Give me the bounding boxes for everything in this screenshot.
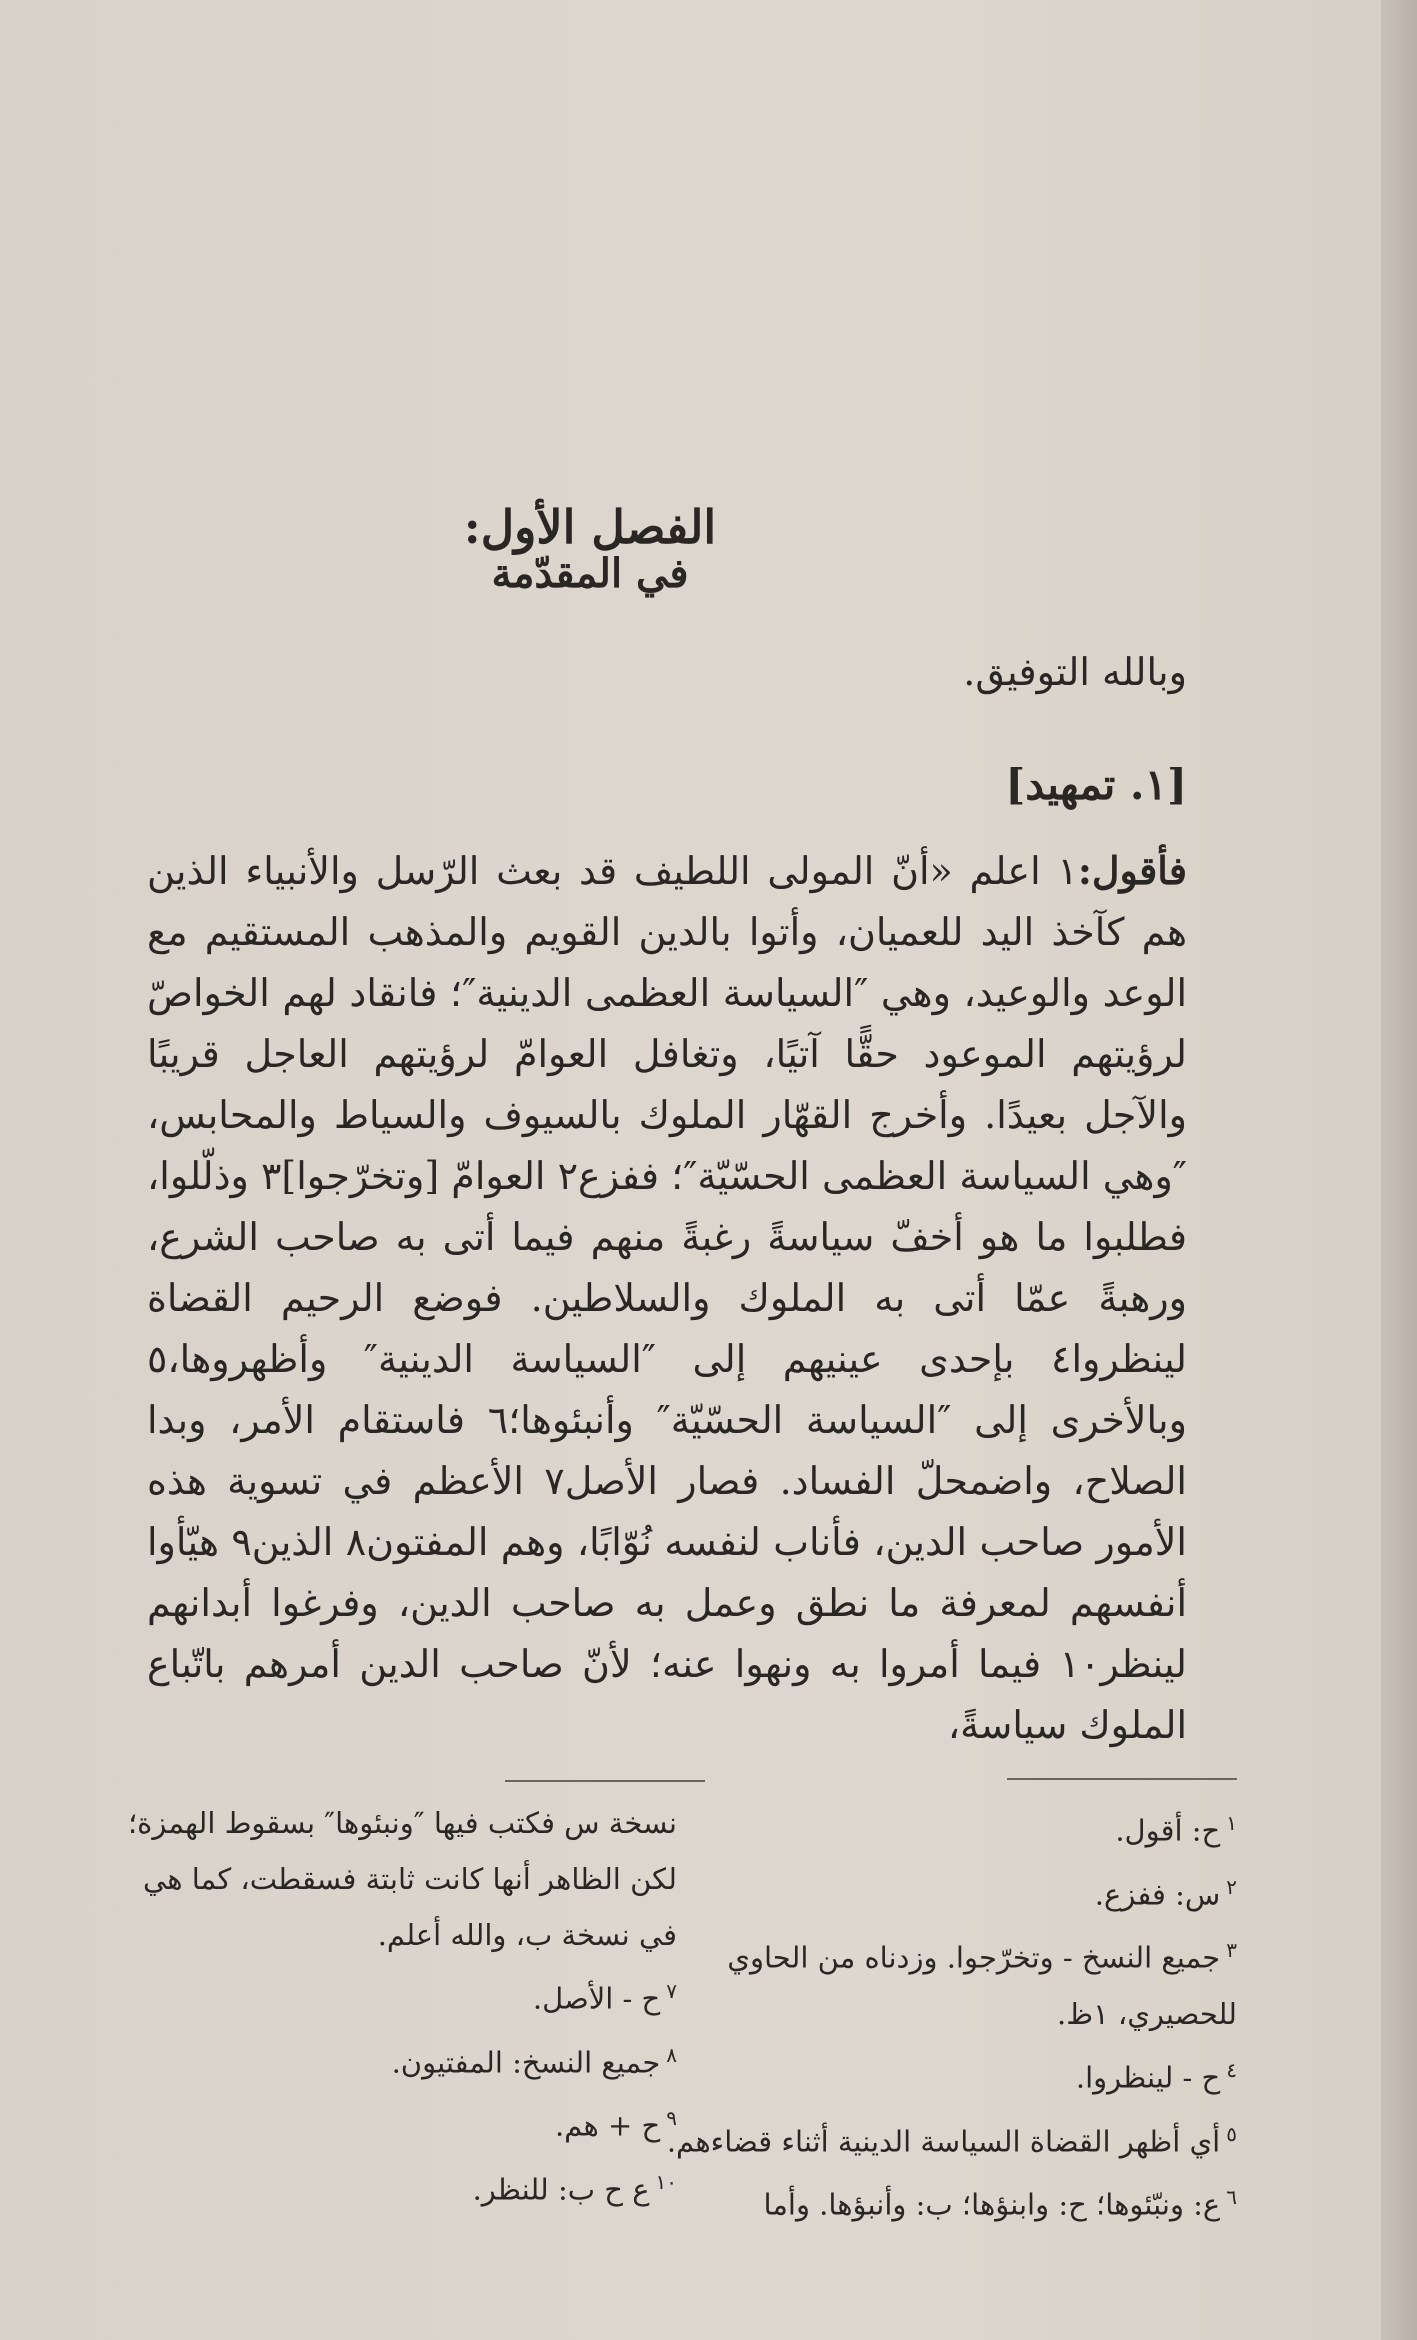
- footnote-divider-left: [505, 1780, 705, 1782]
- footnote: $^٤$ح - لينظروا.: [1075, 2057, 1237, 2095]
- footnote: $^٢$س: ففزع.: [1094, 1874, 1237, 1912]
- footnote-continuation: لكن الظاهر أنها كانت ثابتة فسقطت، كما هي: [143, 1862, 677, 1896]
- chapter-title: الفصل الأول:: [463, 500, 717, 554]
- footnote: $^١$ح: أقول.: [1115, 1811, 1237, 1848]
- footnote: $^{١٠}$ع ح ب: للنظر.: [472, 2169, 677, 2207]
- page-edge: [1381, 0, 1417, 2340]
- body-paragraph: [147, 840, 1187, 1756]
- chapter-subtitle: في المقدّمة: [491, 550, 689, 597]
- footnotes-right-column: [666, 1795, 1237, 2233]
- footnote-divider-right: [1007, 1778, 1237, 1780]
- paragraph-lead: فأقول:: [1077, 848, 1187, 893]
- footnote: $^٩$ح + هم.: [554, 2106, 677, 2143]
- footnote-continuation: نسخة س فكتب فيها ″ونبئوها″ بسقوط الهمزة؛: [127, 1806, 677, 1840]
- footnote: $^٨$جميع النسخ: المفتيون.: [391, 2042, 677, 2080]
- footnote: $^٦$ع: ونبّئوها؛ ح: وابنؤها؛ ب: وأنبؤها. وأما: [763, 2185, 1237, 2222]
- footnote-continuation: في نسخة ب، والله أعلم.: [377, 1918, 677, 1952]
- footnote: $^٧$ح - الأصل.: [532, 1979, 677, 2016]
- section-heading: [١. تمهيد]: [1005, 760, 1187, 809]
- footnotes-left-column: [127, 1795, 677, 2218]
- footnote: $^٣$جميع النسخ - وتخرّجوا. وزدناه من الحاوي: [727, 1938, 1237, 1975]
- paragraph-text: ١ اعلم «أنّ المولى اللطيف قد بعث الرّسل والأنبياء الذين هم كآخذ اليد للعميان، وأتوا بالدين القويم والمذهب المستقيم مع الوعد والوعيد، وهي ″السياسة العظمى الدينية″؛ فانقاد لهم الخواصّ لرؤيتهم الموعود حقًّا آتيًا، وتغافل العوامّ لرؤيتهم العاجل قريبًا والآجل بعيدًا. وأخرج القهّار الملوك بالسيوف والسياط والمحابس، ″وهي السياسة العظمى الحسّيّة″؛ ففزع٢ العوامّ [وتخرّجوا]٣ وذلّلوا، فطلبوا ما هو أخفّ سياسةً رغبةً منهم فيما أتى به صاحب الشرع، ورهبةً عمّا أتى به الملوك والسلاطين. فوضع الرحيم القضاة لينظروا٤ بإحدى عينيهم إلى ″السياسة الدينية″ وأظهروها،٥ وبالأخرى إلى ″السياسة الحسّيّة″ وأنبئوها؛٦ فاستقام الأمر، وبدا الصلاح، واضمحلّ الفساد. فصار الأصل٧ الأعظم في تسوية هذه الأمور صاحب الدين، فأناب لنفسه نُوّابًا، وهم المفتون٨ الذين٩ هيّأوا أنفسهم لمعرفة ما نطق وعمل به صاحب الدين، وفرغوا أبدانهم لينظر١٠ فيما أمروا به ونهوا عنه؛ لأنّ صاحب الدين أمرهم باتّباع الملوك سياسةً،: [147, 849, 1188, 1747]
- invocation-line: وبالله التوفيق.: [963, 650, 1187, 694]
- footnote: $^٥$أي أظهر القضاة السياسة الدينية أثناء قضاءهم.: [666, 2121, 1237, 2159]
- footnote-continuation: للحصيري، ١ظ.: [1057, 1996, 1237, 2031]
